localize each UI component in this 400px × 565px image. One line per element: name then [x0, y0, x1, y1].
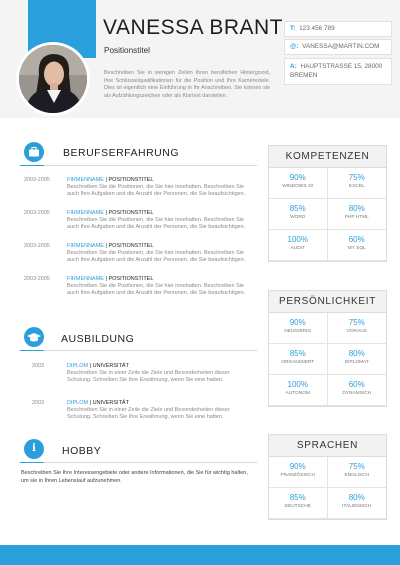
skill-percent: 85% — [289, 204, 306, 213]
entry-description: Beschreiben Sie in einer Zeile die Ziele und Besonderheiten dieser Schulung. Schreiben Sie Ihre Erwähnung, wenn Sie eine hatten. — [67, 370, 230, 383]
language-percent: 85% — [289, 493, 306, 502]
personality-title: PERSÖNLICHKEIT — [269, 291, 386, 313]
trait-label: AUTONOM — [285, 391, 310, 396]
skills-panel — [268, 145, 387, 262]
trait-cell — [328, 375, 387, 406]
education-title: AUSBILDUNG — [61, 333, 135, 345]
language-percent: 80% — [348, 493, 365, 502]
language-cell — [269, 488, 328, 519]
skills-title: KOMPETENZEN — [269, 146, 386, 168]
separator: | — [103, 276, 109, 282]
skill-cell — [328, 168, 387, 199]
company-name: FIRMENNAME — [67, 210, 104, 216]
trait-cell — [269, 375, 328, 406]
position-name: POSITIONSTITEL — [108, 276, 154, 282]
skill-label: WORD — [290, 215, 306, 220]
skill-label: MY SQL — [347, 246, 366, 251]
separator: | — [88, 400, 93, 406]
entry-year: 2003-2005 — [24, 243, 50, 249]
company-name: FIRMENNAME — [67, 276, 104, 282]
divider-accent — [20, 165, 44, 166]
entry-year: 2003-2005 — [24, 276, 50, 282]
entry-description: Beschreiben Sie in einer Zeile die Ziele und Besonderheiten dieser Schulung. Schreiben Sie Ihre Erwähnung, wenn Sie eine hatten. — [67, 407, 230, 420]
avatar — [19, 45, 87, 113]
entry-year: 2003 — [32, 400, 44, 406]
skill-percent: 80% — [348, 204, 365, 213]
contact-phone — [284, 21, 392, 37]
trait-percent: 85% — [289, 349, 306, 358]
entry-year: 2003-2005 — [24, 177, 50, 183]
skill-cell — [328, 199, 387, 230]
trait-label: DYNAMISCH — [342, 391, 372, 396]
skill-label: PHP HTML — [344, 215, 369, 220]
trait-cell — [328, 313, 387, 344]
language-label: ENGLISCH — [344, 473, 370, 478]
phone-icon: T: — [290, 25, 296, 32]
contact-address — [284, 58, 392, 85]
skill-percent: 60% — [348, 235, 365, 244]
trait-label: ORGANISIERT — [281, 360, 315, 365]
divider — [20, 165, 257, 166]
intro-text: Beschreiben Sie in wenigen Zeilen Ihren beruflichen Hintergrund, Ihre Schlüsselqualifikationen für die Position und Ihre Karriereziele. Dies ist eigentlich eine Einführung in Ihr Anschreiben. Sie können sie als Aufzählungszeichen oder als Klartext darstellen. — [104, 70, 270, 99]
language-label: DEUTSCHE — [284, 504, 311, 509]
divider — [20, 462, 257, 463]
degree-name: DIPLOM — [67, 363, 89, 369]
entry-description: Beschreiben Sie die Positionen, die Sie hier innehatten. Beschreiben Sie auch Ihre Aufgaben und die Anzahl der Personen, die Sie beaufsichtigen. — [67, 250, 246, 263]
skill-percent: 75% — [348, 173, 365, 182]
skill-label: AUDIT — [290, 246, 305, 251]
skill-label: WINDOWS 10 — [282, 184, 314, 189]
trait-cell — [328, 344, 387, 375]
separator: | — [103, 210, 109, 216]
language-label: ITALIENISCH — [342, 504, 372, 509]
skill-cell — [269, 199, 328, 230]
footer-bar — [0, 545, 400, 565]
trait-percent: 90% — [289, 318, 306, 327]
position-title: Positionstitel — [104, 46, 150, 55]
language-cell — [328, 457, 387, 488]
experience-title: BERUFSERFAHRUNG — [63, 147, 180, 159]
separator: | — [103, 177, 109, 183]
entry-year: 2003 — [32, 363, 44, 369]
entry-description: Beschreiben Sie die Positionen, die Sie hier innehatten. Beschreiben Sie auch Ihre Aufgaben und die Anzahl der Personen, die Sie beaufsichtigen. — [67, 217, 246, 230]
graduation-cap-icon — [24, 327, 44, 347]
trait-label: NEUGIERIG — [284, 329, 312, 334]
trait-cell — [269, 313, 328, 344]
degree-name: DIPLOM — [67, 400, 89, 406]
languages-panel — [268, 434, 387, 520]
position-name: POSITIONSTITEL — [108, 243, 154, 249]
divider-accent — [20, 462, 44, 463]
trait-cell — [269, 344, 328, 375]
entry-description: Beschreiben Sie die Positionen, die Sie hier innehatten. Beschreiben Sie auch Ihre Aufgaben und die Anzahl der Personen, die Sie beaufsichtigen. — [67, 184, 246, 197]
skill-percent: 90% — [289, 173, 306, 182]
contact-email — [284, 39, 392, 55]
language-label: FRANZÖSISCH — [280, 473, 315, 478]
address-line2: BREMEN — [290, 72, 318, 79]
language-cell — [328, 488, 387, 519]
info-icon: i — [24, 439, 44, 459]
skill-cell — [328, 230, 387, 261]
address-line1: HAUPTSTRASSE 15, 28000 — [300, 63, 383, 70]
language-percent: 90% — [289, 462, 306, 471]
trait-percent: 100% — [287, 380, 308, 389]
language-percent: 75% — [348, 462, 365, 471]
separator: | — [88, 363, 93, 369]
languages-title: SPRACHEN — [269, 435, 386, 457]
email-icon: @: — [290, 43, 299, 50]
skill-label: EXCEL — [348, 184, 365, 189]
position-name: POSITIONSTITEL — [108, 210, 154, 216]
skill-percent: 100% — [287, 235, 308, 244]
address-icon: A: — [290, 63, 297, 70]
trait-percent: 75% — [348, 318, 365, 327]
hobby-text: Beschreiben Sie Ihre Interessengebiete oder andere Informationen, die Sie für wichtig halten, um sie in Ihren Lebenslauf aufzunehmen. — [21, 470, 248, 484]
skill-cell — [269, 230, 328, 261]
trait-label: VORAUS — [346, 329, 367, 334]
separator: | — [103, 243, 109, 249]
trait-label: DIPLOMAT — [344, 360, 369, 365]
divider — [20, 350, 257, 351]
divider-accent — [20, 350, 44, 351]
trait-percent: 60% — [348, 380, 365, 389]
briefcase-icon — [24, 142, 44, 162]
school-name: UNIVERSITÄT — [92, 363, 129, 369]
hobby-title: HOBBY — [62, 445, 102, 457]
position-name: POSITIONSTITEL — [108, 177, 154, 183]
email-value: VANESSA@MARTIN.COM — [302, 43, 380, 50]
school-name: UNIVERSITÄT — [92, 400, 129, 406]
language-cell — [269, 457, 328, 488]
phone-value: 123 456 789 — [299, 25, 335, 32]
company-name: FIRMENNAME — [67, 243, 104, 249]
personality-panel — [268, 290, 387, 407]
company-name: FIRMENNAME — [67, 177, 104, 183]
entry-year: 2003-2005 — [24, 210, 50, 216]
entry-description: Beschreiben Sie die Positionen, die Sie hier innehatten. Beschreiben Sie auch Ihre Aufgaben und die Anzahl der Personen, die Sie beaufsichtigen. — [67, 283, 246, 296]
trait-percent: 80% — [348, 349, 365, 358]
person-name: VANESSA BRANT — [103, 16, 283, 39]
skill-cell — [269, 168, 328, 199]
